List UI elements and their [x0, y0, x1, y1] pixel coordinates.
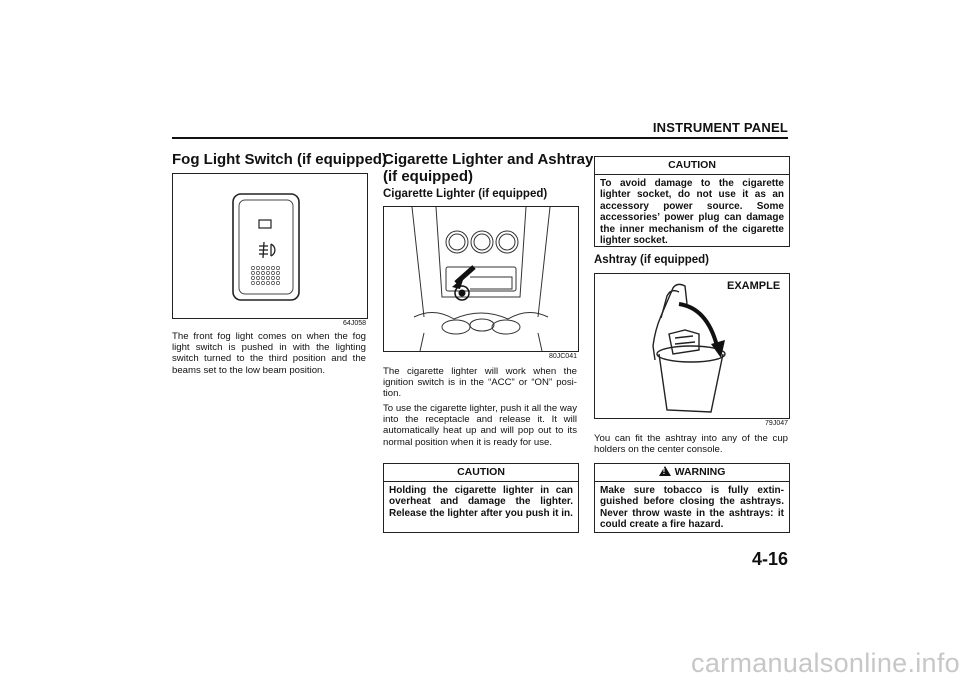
- fog-light-figure-code: 64J058: [343, 320, 366, 327]
- socket-caution-box: [594, 156, 790, 247]
- warning-text: Make sure tobacco is fully extin-guished before closing the ashtrays. Never throw waste in the ashtrays: it could create a fire hazard.: [600, 485, 784, 531]
- example-label: EXAMPLE: [727, 280, 781, 292]
- cigarette-lighter-paragraph-2: To use the cigarette lighter, push it all the way into the receptacle and release it. It will automatically heat up and will pop out to its normal position when it is ready for use.: [383, 403, 577, 448]
- ashtray-figure: [594, 273, 790, 419]
- fog-light-switch-figure: [172, 173, 368, 319]
- warning-title-row: [595, 464, 789, 482]
- cigarette-lighter-figure-code: 80JC041: [548, 353, 577, 360]
- caution-title: CAUTION: [595, 157, 789, 175]
- ashtray-subheading: Ashtray (if equipped): [594, 254, 710, 266]
- fog-light-paragraph: The front fog light comes on when the fog light switch is pushed in with the lighting switch turned to the third position and the beams set to the low beam position.: [172, 331, 366, 376]
- cigarette-lighter-heading-line1: Cigarette Lighter and Ashtray: [383, 151, 594, 168]
- center-console-illustration: [384, 207, 578, 351]
- section-title: INSTRUMENT PANEL: [652, 120, 788, 135]
- caution-text: Holding the cigarette lighter in can overheat and damage the lighter. Release the lighter after you push it in.: [389, 485, 573, 519]
- ashtray-figure-code: 79J047: [765, 420, 788, 427]
- cigarette-lighter-heading-line2: (if equipped): [383, 168, 473, 185]
- cigarette-lighter-figure: [383, 206, 579, 352]
- tobacco-warning-box: [594, 463, 790, 533]
- caution-text: To avoid damage to the cigarette lighter socket, do not use it as an accessory power source. Some accessories’ power plug can damage the inner mechanism of the cigarette lighter socket.: [600, 178, 784, 247]
- ashtray-illustration: [595, 274, 789, 418]
- cigarette-lighter-paragraph-1: The cigarette lighter will work when the ignition switch is in the “ACC” or “ON” posi-tion.: [383, 366, 577, 400]
- warning-triangle-icon: !: [659, 466, 671, 476]
- fog-light-switch-illustration: [173, 174, 367, 318]
- ashtray-paragraph: You can fit the ashtray into any of the cup holders on the center console.: [594, 433, 788, 456]
- lighter-caution-box: [383, 463, 579, 533]
- footer-watermark[interactable]: carmanualsonline.info: [691, 648, 960, 678]
- cigarette-lighter-subheading: Cigarette Lighter (if equipped): [383, 188, 548, 200]
- caution-title: CAUTION: [384, 464, 578, 482]
- warning-title: WARNING: [674, 466, 726, 478]
- header-rule: [172, 137, 788, 139]
- page-number: 4-16: [751, 549, 788, 569]
- fog-light-heading: Fog Light Switch (if equipped): [172, 151, 387, 168]
